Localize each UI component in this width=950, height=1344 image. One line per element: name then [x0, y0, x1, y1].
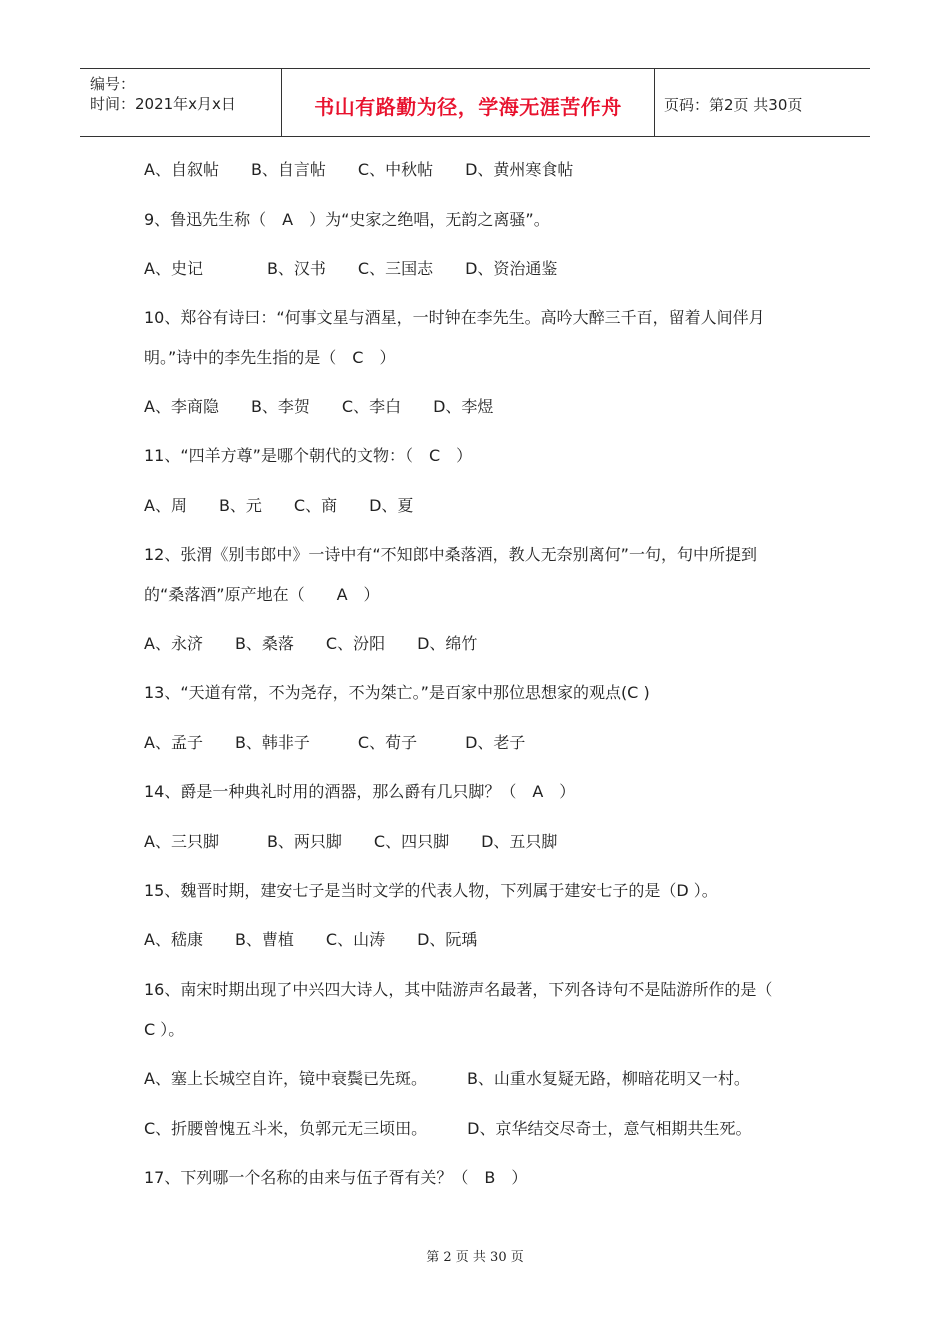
question-15: 15、魏晋时期，建安七子是当时文学的代表人物，下列属于建安七子的是（D ）。: [144, 881, 718, 900]
question-14: 14、爵是一种典礼时用的酒器，那么爵有几只脚？（ A ）: [144, 782, 576, 801]
question-16-options-cd: C、折腰曾愧五斗米，负郭元无三顷田。 D、京华结交尽奇士，意气相期共生死。: [144, 1119, 752, 1138]
question-13: 13、“天道有常，不为尧存，不为桀亡。”是百家中那位思想家的观点(C ): [144, 683, 650, 702]
question-12-line-2: 的“桑落酒”原产地在（ A ）: [144, 585, 380, 604]
question-17: 17、下列哪一个名称的由来与伍子胥有关？（ B ）: [144, 1168, 528, 1187]
header-right-cell: [654, 69, 870, 136]
question-10-line-2: 明。”诗中的李先生指的是（ C ）: [144, 348, 396, 367]
question-11: 11、“四羊方尊”是哪个朝代的文物：（ C ）: [144, 446, 473, 465]
header-left-cell: [80, 69, 281, 136]
question-16-options-ab: A、塞上长城空自许，镜中衰鬓已先斑。 B、山重水复疑无路，柳暗花明又一村。: [144, 1069, 750, 1088]
question-15-options: A、嵇康 B、曹植 C、山涛 D、阮瑀: [144, 930, 478, 949]
question-9: 9、鲁迅先生称（ A ）为“史家之绝唱，无韵之离骚”。: [144, 210, 550, 229]
document-date-label: 时间：2021年x月x日: [90, 95, 236, 113]
page-header: [80, 68, 870, 137]
header-motto: 书山有路勤为径，学海无涯苦作舟: [314, 95, 622, 119]
question-13-options: A、孟子 B、韩非子 C、荀子 D、老子: [144, 733, 526, 752]
question-11-options: A、周 B、元 C、商 D、夏: [144, 496, 414, 515]
question-9-options: A、史记 B、汉书 C、三国志 D、资治通鉴: [144, 259, 558, 278]
question-12-line-1: 12、张渭《别韦郎中》一诗中有“不知郎中桑落酒，教人无奈别离何”一句，句中所提到: [144, 545, 757, 564]
question-16-line-2: C ）。: [144, 1020, 185, 1039]
header-center-cell: [281, 69, 655, 136]
document-number-label: 编号：: [90, 75, 136, 93]
question-16-line-1: 16、南宋时期出现了中兴四大诗人，其中陆游声名最著，下列各诗句不是陆游所作的是（: [144, 980, 773, 999]
question-8-options: A、自叙帖 B、自言帖 C、中秋帖 D、黄州寒食帖: [144, 160, 574, 179]
question-14-options: A、三只脚 B、两只脚 C、四只脚 D、五只脚: [144, 832, 558, 851]
question-10-options: A、李商隐 B、李贺 C、李白 D、李煜: [144, 397, 494, 416]
question-10-line-1: 10、郑谷有诗曰：“何事文星与酒星，一时钟在李先生。高吟大醉三千百，留着人间伴月: [144, 308, 765, 327]
header-page-label: 页码：第2页 共30页: [664, 96, 803, 114]
question-12-options: A、永济 B、桑落 C、汾阳 D、绵竹: [144, 634, 478, 653]
page-footer: 第 2 页 共 30 页: [426, 1250, 524, 1265]
